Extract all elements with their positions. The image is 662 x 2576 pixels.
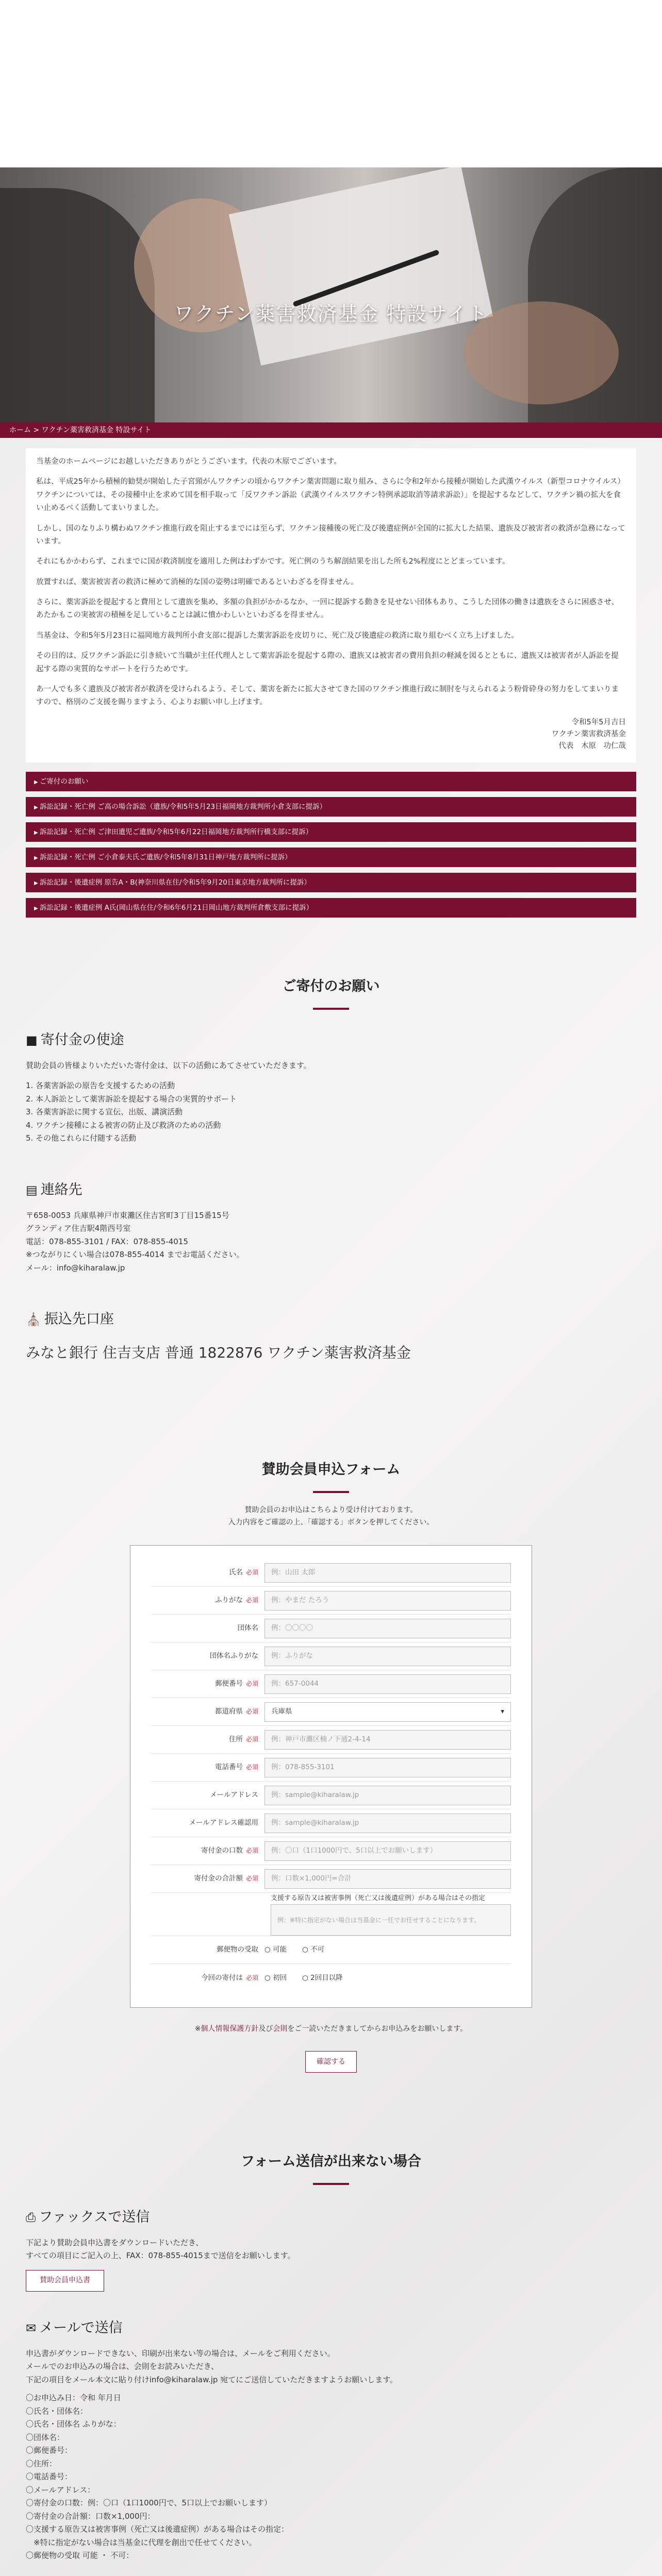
book-icon: ■	[26, 1033, 38, 1048]
email-input[interactable]: 例：sample@kiharalaw.jp	[264, 1786, 511, 1805]
field-label: 住所	[228, 1735, 243, 1744]
breadcrumb-home[interactable]: ホーム	[9, 426, 31, 434]
intro-paragraph: 当基金は、令和5年5月23日に福岡地方裁判所小倉支部に提訴した薬害訴訟を皮切りに、死亡及び後遺症の救済に取り組むべく立ち上げました。	[36, 631, 519, 640]
link-lawsuit-3[interactable]: ▶ 訴訟記録・死亡例 ご小倉泰夫氏ご遺族/令和5年8月31日神戸地方裁判所に提訴）	[26, 848, 636, 867]
download-form-button[interactable]: 賛助会員申込書	[26, 2270, 104, 2292]
list-item: 5. その他これらに付随する活動	[26, 1133, 137, 1143]
mail-template-line: 〇氏名・団体名 ふりがな：	[26, 2419, 121, 2429]
field-label: 団体名ふりがな	[209, 1652, 258, 1660]
field-label: メールアドレス確認用	[189, 1819, 258, 1827]
hero-banner	[0, 167, 662, 422]
id-card-icon: ▤	[26, 1182, 38, 1197]
mail-template-line: 〇寄付金の合計額：口数×1,000円：	[26, 2511, 155, 2521]
contact-line: 〒658-0053 兵庫県神戸市東灘区住吉宮町3丁目15番15号	[26, 1210, 229, 1220]
mail-template-line: 〇お申込み日：令和 年月日	[26, 2393, 121, 2403]
bank-account: みなと銀行 住吉支店 普通 1822876 ワクチン薬害救済基金	[26, 1344, 411, 1362]
breadcrumb-separator: >	[31, 426, 42, 434]
bank-icon: ⛪	[26, 1312, 41, 1327]
mail-template-line: 〇団体名：	[26, 2432, 65, 2442]
list-item: 3. 各薬害訴訟に関する宣伝、出版、講演活動	[26, 1107, 183, 1117]
contact-line: グランディア住吉駅4階西号室	[26, 1224, 131, 1233]
field-label: 郵便物の受取	[217, 1945, 258, 1954]
support-input[interactable]: 例：※特に指定がない場合は当基金に一任でお任せすることになります。	[271, 1904, 511, 1936]
fax-line: すべての項目にご記入の上、FAX：078-855-4015まで送信をお願いします。	[26, 2251, 295, 2261]
intro-paragraph: その目的は、反ワクチン訴訟に引き続いて当職が主任代理人として薬害訴訟を提起する際の、遺族又は被害者の費用負担の軽減を図るとともに、遺族又は被害者が人訴訟を提起する際の実質的なサポートを行うためです。	[36, 652, 619, 673]
chevron-down-icon: ▾	[501, 1707, 504, 1716]
form-section-title: 賛助会員申込フォーム	[0, 1458, 662, 1493]
mail-template-line: 〇電話番号：	[26, 2472, 73, 2482]
fax-line: 下記より賛助会員申込書をダウンロードいただき、	[26, 2238, 204, 2247]
contact-line: ※つながりにくい場合は078-855-4014 までお電話ください。	[26, 1250, 244, 1260]
signature-date: 令和5年5月吉日	[571, 718, 626, 726]
link-lawsuit-5[interactable]: ▶ 訴訟記録・後遺症例 A氏(岡山県在住/令和6年6月21日岡山地方裁判所倉敷支部に提訴）	[26, 898, 636, 918]
privacy-link[interactable]: 個人情報保護方針	[201, 2025, 259, 2033]
intro-paragraph: 当基金のホームページにお越しいただきありがとうございます。代表の木原でございます。	[36, 457, 341, 466]
postal-input[interactable]: 例：657-0044	[264, 1674, 511, 1694]
phone-input[interactable]: 例：078-855-3101	[264, 1758, 511, 1777]
contact-heading: ▤ 連絡先	[26, 1178, 636, 1202]
membership-form: 氏名 必須 例：山田 太郎 ふりがな 必須 例：やまだ たろう 団体名 例：〇〇〇〇 団体名ふりがな 例：ふりがな 郵便番号 必須 例：657-0044 都道府県 必須 兵庫県 ▾ 住所 必須 例：神戸市灘区楠ノ下通2-4-14 電話番号 必須 例：078-855-3101 メールアドレス 例：sample@kiharalaw.jp メールアドレス確認用 例：sample@kiharalaw.jp 寄付金の口数 必須 例：〇口（1口1000円で、5口以上でお願いします） 寄付金の合計額 必須 例：口数×1,000円=合計 支援する原告又は被害事例（死亡又は後遺症例）がある場合はその指定 例：※特に指定がない場合は当基金に一任でお任せすることになります。 郵便物の受取 ○ 可能 ○ 不可 今回の寄付は 必須 ○ 初回 ○ 2回目以降	[130, 1545, 532, 2008]
org-input[interactable]: 例：〇〇〇〇	[264, 1619, 511, 1638]
confirm-button[interactable]: 確認する	[305, 2051, 357, 2073]
field-label: 都道府県	[214, 1707, 243, 1716]
field-label: 寄付金の合計額	[194, 1874, 243, 1883]
form-lead: 賛助会員のお申込はこちらより受け付けております。	[244, 1505, 418, 1514]
intro-paragraph: しかし、国のなりふり構わぬワクチン推進行政を阻止するまでには至らず、ワクチン接種後の死亡及び後遺症例が全国的に拡大した結果、遺族及び被害者の救済が急務になっています。	[36, 524, 625, 546]
intro-section	[0, 438, 662, 2576]
contact-email[interactable]: メール：info@kiharalaw.jp	[26, 1263, 125, 1273]
list-item: 2. 本人訴訟として薬害訴訟を提起する場合の実質的サポート	[26, 1094, 237, 1104]
mail-heading: ✉ メールで送信	[26, 2316, 636, 2340]
bank-heading: ⛪ 振込先口座	[26, 1308, 636, 1331]
intro-paragraph: 放置すれば、薬害被害者の救済に極めて消極的な国の姿勢は明確であるといわざるを得ません。	[36, 578, 358, 586]
usage-lead: 賛助会員の皆様よりいただいた寄付金は、以下の活動にあてさせていただきます。	[26, 1060, 311, 1070]
radio-mail-no[interactable]: ○ 不可	[302, 1944, 324, 1956]
breadcrumb-current: ワクチン薬害救済基金 特設サイト	[41, 426, 152, 434]
fallback-section-title: フォーム送信が出来ない場合	[0, 2150, 662, 2185]
form-lead: 入力内容をご確認の上、「確認する」ボタンを押してください。	[228, 1518, 434, 1527]
mail-template-line: 〇支援する原告又は被害事例（死亡又は後遺症例）がある場合はその指定：	[26, 2524, 289, 2534]
field-label: 氏名	[228, 1568, 243, 1577]
hero-image-paper	[229, 167, 493, 366]
total-input[interactable]: 例：口数×1,000円=合計	[264, 1869, 511, 1889]
mail-template-line: 〇郵便番号：	[26, 2446, 73, 2455]
mail-template-line: 〇氏名・団体名：	[26, 2406, 88, 2416]
field-label: 郵便番号	[214, 1680, 243, 1688]
link-lawsuit-4[interactable]: ▶ 訴訟記録・後遺症例 原告A・B(神奈川県在住/令和5年9月20日東京地方裁判所に提訴）	[26, 873, 636, 892]
list-item: 4. ワクチン接種による被害の防止及び救済のための活動	[26, 1120, 221, 1130]
mail-icon: ✉	[26, 2320, 37, 2335]
email-confirm-input[interactable]: 例：sample@kiharalaw.jp	[264, 1814, 511, 1833]
list-item: 1. 各薬害訴訟の原告を支援するための活動	[26, 1081, 175, 1091]
contact-line: 電話：078-855-3101 / FAX：078-855-4015	[26, 1236, 188, 1246]
mail-template-line: 〇メールアドレス：	[26, 2485, 95, 2495]
field-label: ふりがな	[214, 1596, 243, 1605]
units-input[interactable]: 例：〇口（1口1000円で、5口以上でお願いします）	[264, 1841, 511, 1861]
intro-paragraph: それにもかかわらず、これまでに国が救済制度を適用した例はわずかです。死亡例のうち解剖結果を出した所も2%程度にとどまっています。	[36, 557, 510, 566]
field-label: 今回の寄付は	[201, 1973, 243, 1982]
field-label: メールアドレス	[210, 1791, 258, 1800]
name-input[interactable]: 例：山田 太郎	[264, 1563, 511, 1583]
signature-rep: 代表 木原 功仁哉	[558, 742, 626, 750]
mail-line: 下記の項目をメール本文に貼り付けinfo@kiharalaw.jp 宛てにご送信していただきますようお願いします。	[26, 2375, 398, 2384]
link-donation[interactable]: ▶ ご寄付のお願い	[26, 772, 636, 791]
field-label: 電話番号	[214, 1763, 243, 1772]
usage-list	[26, 1079, 636, 1145]
intro-paragraph: あ一人でも多く遺族及び被害者が救済を受けられるよう、そして、薬害を新たに拡大させてきた国のワクチン推進行政に制肘を与えられるよう粉骨砕身の努力をしてまいりますので、格別のご支援を賜りますよう、心よりお願い申し上げます。	[36, 685, 619, 707]
signature	[36, 717, 626, 753]
mail-line: 申込書がダウンロードできない、印刷が出来ない等の場合は、メールをご利用ください。	[26, 2348, 335, 2358]
donation-section-title: ご寄付のお願い	[0, 975, 662, 1010]
support-label: 支援する原告又は被害事例（死亡又は後遺症例）がある場合はその指定	[271, 1894, 486, 1903]
radio-repeat[interactable]: ○ 2回目以降	[302, 1972, 343, 1984]
field-label: 団体名	[237, 1624, 258, 1633]
top-bar	[0, 0, 662, 167]
field-label: 寄付金の口数	[201, 1846, 243, 1855]
signature-org: ワクチン薬害救済基金	[551, 730, 626, 738]
donation-section	[26, 1028, 636, 1365]
radio-mail-yes[interactable]: ○ 可能	[264, 1944, 287, 1956]
mail-template-line: 〇寄付金の口数：例：〇口（1口1000円で、5口以上でお願いします）	[26, 2498, 272, 2508]
mail-template-line: ※特に指定がない場合は当基金に代理を創出で任せてください。	[26, 2537, 257, 2547]
page-title: ワクチン薬害救済基金 特設サイト	[174, 302, 488, 325]
radio-first[interactable]: ○ 初回	[264, 1972, 287, 1984]
fallback-section	[26, 2206, 636, 2563]
fax-icon: ⎙	[26, 2210, 36, 2225]
link-lawsuit-1[interactable]: ▶ 訴訟記録・死亡例 ご高の場合訴訟（遺族/令和5年5月23日福岡地方裁判所小倉支部に提訴）	[26, 797, 636, 817]
intro-message	[26, 448, 636, 762]
furigana-input[interactable]: 例：やまだ たろう	[264, 1591, 511, 1611]
quick-links	[26, 772, 636, 918]
mail-template-line: 〇住所：	[26, 2459, 57, 2468]
link-lawsuit-2[interactable]: ▶ 訴訟記録・死亡例 ご津田遺児ご遺族/令和5年6月22日福岡地方裁判所行橋支部に提訴）	[26, 822, 636, 842]
mail-template-line: 〇郵便物の受取 可能 ・ 不可：	[26, 2551, 134, 2561]
rules-link[interactable]: 会則	[273, 2025, 288, 2033]
prefecture-select[interactable]: 兵庫県 ▾	[264, 1702, 511, 1722]
org-furigana-input[interactable]: 例：ふりがな	[264, 1647, 511, 1666]
agreement-note: ※個人情報保護方針及び会則をご一読いただきましてからお申込みをお願いします。	[194, 2025, 468, 2033]
address-input[interactable]: 例：神戸市灘区楠ノ下通2-4-14	[264, 1730, 511, 1750]
mail-line: メールでのお申込みの場合は、会則をお読みいただき、	[26, 2362, 219, 2371]
usage-heading: ■ 寄付金の使途	[26, 1028, 636, 1052]
intro-paragraph: さらに、薬害訴訟を提起すると費用として遺族を集め、多額の負担がかかるなか、一回に提訴する動きを見せない団体もあり、こうした団体の働きは遺族をさらに困惑させ、あたかもこの実被害の積極を足していることは誠に憤かわしいといわざるを得ません。	[36, 598, 619, 620]
intro-paragraph: 私は、平成25年から積極的勧奨が開始した子宮頸がんワクチンの頃からワクチン薬害問題に取り組み、さらに令和2年から接種が開始した武漢ウイルス（新型コロナウイルス）ワクチンについては、その接種中止を求めて国を相手取って「反ワクチン訴訟（武漢ウイルスワクチン特例承認取消等請求訴訟）」を提起するなどして、ワクチン禍の拡大を食い止めるべく活動してまいりました。	[36, 478, 625, 513]
breadcrumb	[0, 422, 662, 438]
fax-heading: ⎙ ファックスで送信	[26, 2206, 636, 2229]
